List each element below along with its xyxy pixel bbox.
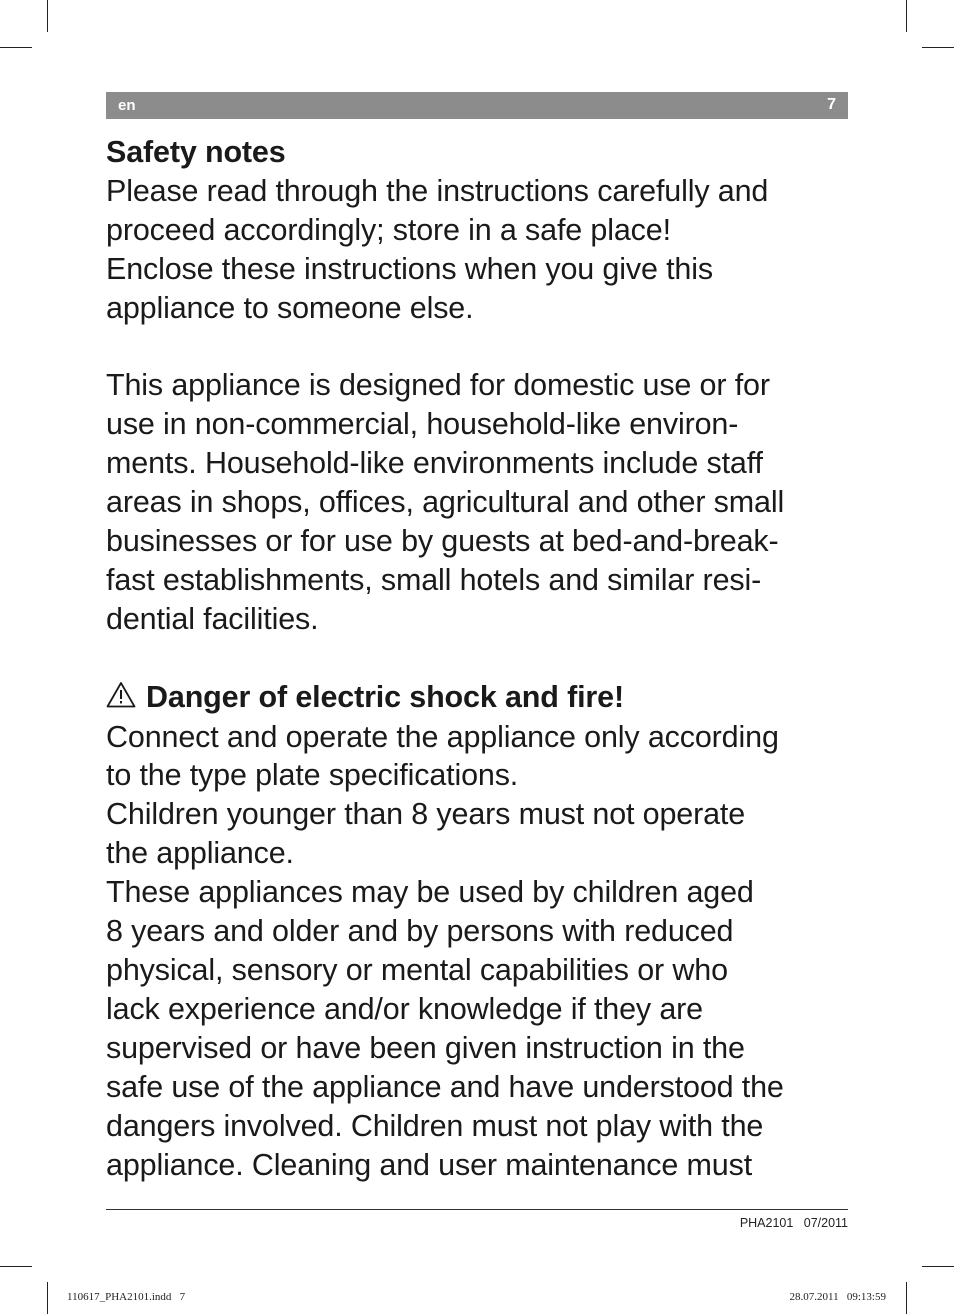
- danger-line: Connect and operate the appliance only according: [106, 719, 779, 754]
- page-number: 7: [827, 96, 836, 113]
- paragraph-spacer: [106, 639, 851, 678]
- danger-line: physical, sensory or mental capabilities or who: [106, 953, 728, 987]
- danger-line: Children younger than 8 years must not operate: [106, 797, 746, 832]
- crop-mark: [47, 0, 48, 32]
- usage-line: ments. Household-like environments include staff: [106, 446, 763, 481]
- crop-mark: [0, 1266, 32, 1267]
- danger-line: supervised or have been given instruction in the: [106, 1030, 745, 1065]
- danger-line: safe use of the appliance and have understood the: [106, 1069, 784, 1104]
- crop-mark: [922, 1266, 954, 1267]
- danger-line: to the type plate specifications.: [106, 758, 519, 793]
- danger-line: lack experience and/or knowledge if they are: [106, 991, 703, 1026]
- crop-mark: [922, 47, 954, 48]
- danger-line: appliance. Cleaning and user maintenance must: [106, 1147, 753, 1182]
- danger-heading: [106, 678, 851, 718]
- usage-line: businesses or for use by guests at bed-and-break-: [106, 524, 779, 559]
- danger-line: These appliances may be used by children aged: [106, 875, 754, 910]
- footer-rule: [106, 1209, 848, 1210]
- page-content: [106, 133, 851, 1184]
- usage-line: use in non-commercial, household-like environ-: [106, 407, 739, 442]
- crop-mark: [906, 1282, 907, 1314]
- danger-line: the appliance.: [106, 836, 294, 871]
- crop-mark: [0, 47, 32, 48]
- print-slug-file: 110617_PHA2101.indd 7: [67, 1291, 186, 1303]
- model-date-code: PHA2101 07/2011: [739, 1216, 848, 1230]
- usage-line: dential facilities.: [106, 601, 319, 636]
- section-title: Safety notes: [106, 135, 286, 169]
- danger-line: dangers involved. Children must not play with the: [106, 1108, 764, 1143]
- paragraph-spacer: [106, 328, 851, 367]
- intro-line: Please read through the instructions carefully and: [106, 173, 769, 208]
- danger-line: 8 years and older and by persons with reduced: [106, 914, 734, 949]
- usage-line: fast establishments, small hotels and similar resi-: [106, 562, 762, 597]
- warning-triangle-icon: [106, 679, 136, 718]
- language-code: en: [118, 97, 136, 114]
- intro-line: proceed accordingly; store in a safe place!: [106, 212, 671, 247]
- print-slug-timestamp: 28.07.2011 09:13:59: [789, 1291, 886, 1303]
- danger-heading-text: Danger of electric shock and fire!: [146, 679, 624, 714]
- intro-line: Enclose these instructions when you give this: [106, 251, 713, 286]
- crop-mark: [47, 1282, 48, 1314]
- crop-mark: [906, 0, 907, 32]
- usage-line: This appliance is designed for domestic use or for: [106, 368, 770, 403]
- usage-line: areas in shops, offices, agricultural and other small: [106, 485, 785, 520]
- page-header-bar: [106, 92, 848, 119]
- intro-line: appliance to someone else.: [106, 290, 474, 325]
